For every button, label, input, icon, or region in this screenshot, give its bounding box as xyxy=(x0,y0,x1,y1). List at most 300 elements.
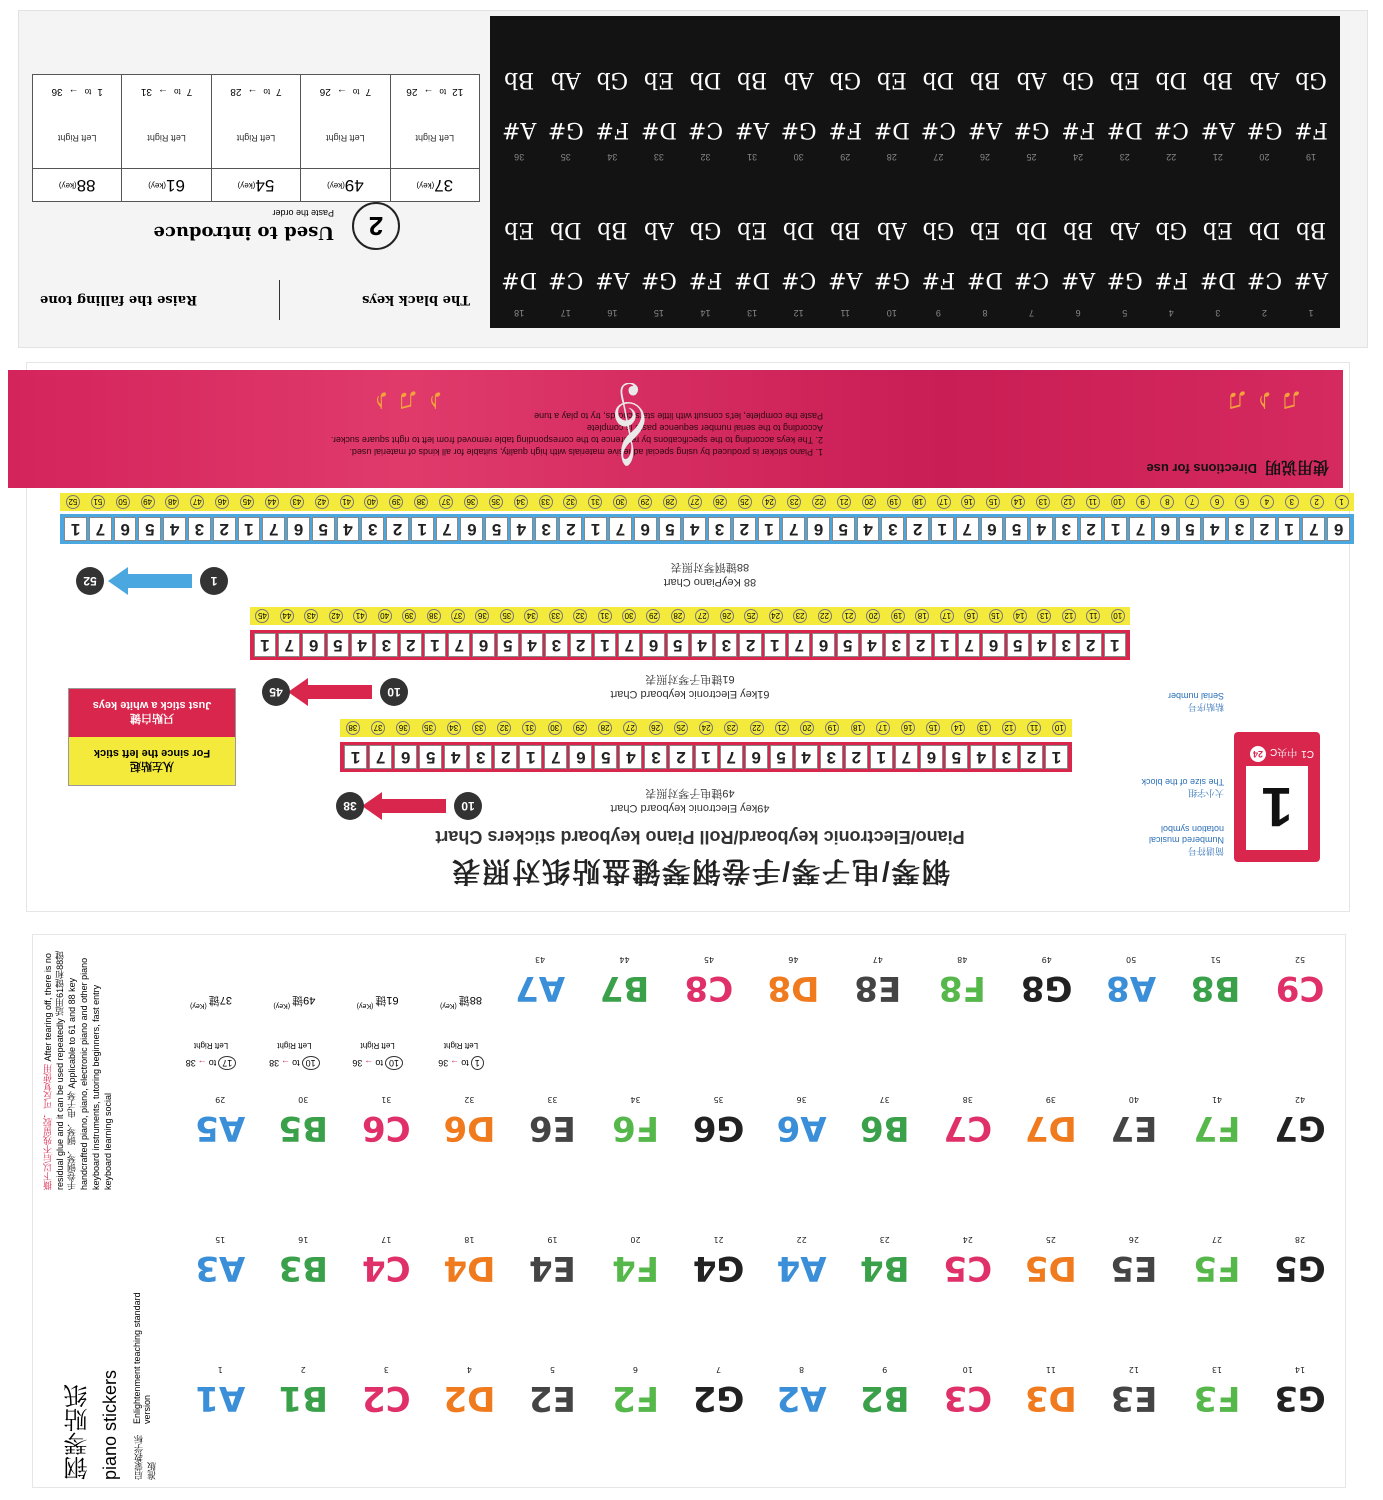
arrow61-shaft xyxy=(302,685,372,699)
black-upper-flats-item: Ab xyxy=(783,67,814,92)
black-upper-sharps-item: F# xyxy=(595,117,630,142)
black-lower-sharps-item: G# xyxy=(1106,267,1143,292)
strip-49-numbers-item: 19 xyxy=(825,721,839,735)
strip-88-numbers-item: 23 xyxy=(787,495,801,509)
note-index: 22 xyxy=(796,1235,807,1244)
guide-to: 38 xyxy=(269,1058,280,1068)
strip-49-numbers-item: 15 xyxy=(926,721,940,735)
strip-61-numbers-item: 25 xyxy=(744,609,758,623)
note-index: 41 xyxy=(1211,1095,1223,1104)
strip-61-numbers-item: 24 xyxy=(769,609,783,623)
strip-88-numbers-item: 18 xyxy=(912,495,926,509)
note-sticker xyxy=(429,1235,509,1288)
arrow88-head-icon xyxy=(108,567,128,595)
note-row-1 xyxy=(500,955,1340,1008)
order-table xyxy=(32,74,480,202)
strip-61-keys-item: 7 xyxy=(958,633,980,657)
note-label: C6 xyxy=(362,1108,411,1148)
note-label: E3 xyxy=(1110,1378,1158,1418)
note-label: D6 xyxy=(443,1108,496,1148)
arrow-49 xyxy=(336,790,482,820)
legend-mid: 中央C xyxy=(1269,746,1298,758)
note-row-3 xyxy=(180,1235,1340,1288)
strip-61-numbers-item: 38 xyxy=(427,609,441,623)
note-label: G6 xyxy=(692,1108,745,1148)
guide-to: 38 xyxy=(185,1058,196,1068)
guide-unit: (Key) xyxy=(273,1002,291,1009)
black-upper-sharps-item: G# xyxy=(1246,117,1283,142)
strip-88-keys-item: 4 xyxy=(683,517,706,541)
note-index: 45 xyxy=(703,955,715,964)
order-column xyxy=(301,75,390,201)
strip-49-numbers-item: 20 xyxy=(800,721,814,735)
order-keys-count: 49 xyxy=(344,176,364,196)
guide-to: 36 xyxy=(438,1058,449,1068)
note-label: E4 xyxy=(529,1248,576,1288)
strip-49-numbers-item: 31 xyxy=(522,721,536,735)
strip-61-keys-item: 1 xyxy=(1104,633,1126,657)
strip-49-numbers xyxy=(340,719,1072,737)
black-upper-flats-item: Bb xyxy=(969,67,1001,92)
black-upper-flats-item: Bb xyxy=(736,67,768,92)
arrow-right-icon: → xyxy=(247,86,258,98)
note-sticker xyxy=(1176,955,1256,1008)
strip-88-keys-item: 2 xyxy=(560,517,583,541)
strip-49-numbers-item: 12 xyxy=(1002,721,1016,735)
strip-61-keys-item: 6 xyxy=(642,633,664,657)
strip-88-keys-item: 3 xyxy=(361,517,384,541)
black-upper-sharps-item: D# xyxy=(873,117,910,142)
black-lower-numbers xyxy=(500,308,1330,318)
note-label: G8 xyxy=(1020,968,1073,1008)
strip-61-keys-item: 3 xyxy=(545,633,567,657)
note-label: D4 xyxy=(443,1248,496,1288)
strip-49-numbers-item: 30 xyxy=(548,721,562,735)
note-sticker xyxy=(1094,1095,1174,1148)
strip-88-keys-item: 3 xyxy=(1055,517,1078,541)
note-sticker xyxy=(346,1235,426,1288)
strip-49-keys-item: 3 xyxy=(644,745,667,769)
guide-from: 10 xyxy=(302,1056,320,1070)
note-sticker xyxy=(263,1095,343,1148)
strip-88-numbers-item: 15 xyxy=(986,495,1000,509)
order-panel xyxy=(30,40,480,320)
strip-88-numbers-item: 40 xyxy=(364,495,378,509)
note-label: D7 xyxy=(1024,1108,1077,1148)
black-lower-numbers-item: 15 xyxy=(653,308,664,318)
strip-88-numbers-item: 8 xyxy=(1160,495,1174,509)
black-lower-flats-item: Bb xyxy=(830,217,861,242)
black-lower-sharps-item: D# xyxy=(1199,267,1236,292)
strip-49-numbers-item: 36 xyxy=(396,721,410,735)
chart88-label xyxy=(560,560,860,588)
note-label: D2 xyxy=(443,1378,496,1418)
note-index: 50 xyxy=(1126,955,1137,964)
black-upper-flats-item: Eb xyxy=(1109,67,1140,92)
strip-61-numbers-item: 17 xyxy=(940,609,954,623)
strip-88-numbers-item: 36 xyxy=(464,495,478,509)
black-upper-numbers-item: 30 xyxy=(793,152,804,162)
strip-88-numbers-item: 21 xyxy=(837,495,851,509)
strip-61-keys-item: 6 xyxy=(302,633,324,657)
note-index: 51 xyxy=(1210,955,1221,964)
note-label: C7 xyxy=(943,1108,993,1148)
note-sticker xyxy=(1260,1235,1340,1288)
strip-88-keys-item: 7 xyxy=(1129,517,1152,541)
legend-c: C1 xyxy=(1301,748,1314,760)
strip-61-numbers-item: 39 xyxy=(402,609,416,623)
arrow61-end: 45 xyxy=(262,678,290,706)
black-lower-numbers-item: 2 xyxy=(1261,308,1267,318)
black-upper-sharps-item: F# xyxy=(1061,117,1095,142)
note-sticker xyxy=(679,1235,759,1288)
strip-88-keys-item: 7 xyxy=(1302,517,1325,541)
black-upper-flats-item: Gb xyxy=(1295,67,1327,92)
strip-88-keys-item: 3 xyxy=(188,517,211,541)
strip-88-keys xyxy=(60,514,1354,544)
note-sticker xyxy=(928,1095,1008,1148)
note-label: A2 xyxy=(776,1378,827,1418)
guide-from: 10 xyxy=(385,1056,403,1070)
black-upper-sharps-item: A# xyxy=(502,117,537,142)
edition-cn: 启蒙教学标准版 xyxy=(134,1435,157,1480)
strip-61-numbers-item: 41 xyxy=(353,609,367,623)
note-sticker xyxy=(679,1365,759,1418)
black-upper-numbers-item: 36 xyxy=(514,152,525,162)
black-upper-numbers-item: 33 xyxy=(653,152,664,162)
note-label: D3 xyxy=(1024,1378,1077,1418)
black-upper-flats-item: Ab xyxy=(550,67,581,92)
strip-88-numbers-item: 35 xyxy=(489,495,503,509)
chart61-label xyxy=(540,672,840,700)
note-sticker xyxy=(679,1095,759,1148)
direction-1: 1. Piano sticker is produced by using special adhesive materials with high quality, suitable for all kinds of material used. xyxy=(349,447,823,457)
black-upper-flats-item: Gb xyxy=(1062,67,1094,92)
strip-88-numbers-item: 3 xyxy=(1285,495,1299,509)
strip-61-keys-item: 4 xyxy=(521,633,543,657)
note-sticker xyxy=(596,1365,676,1418)
arrow88-start: 1 xyxy=(200,567,228,595)
black-upper-numbers-item: 26 xyxy=(979,152,990,162)
key-guide xyxy=(259,960,329,1070)
note-label: B2 xyxy=(859,1378,910,1418)
order-keys-unit: (key) xyxy=(148,180,167,190)
strip-61-numbers-item: 33 xyxy=(549,609,563,623)
strip-49-keys-item: 3 xyxy=(469,745,492,769)
legend-number: 1 xyxy=(1246,766,1308,850)
strip-61-numbers-item: 34 xyxy=(524,609,538,623)
warn-cn: 撕下以后不残留胶，可反复使用 xyxy=(43,1064,53,1190)
chart-title-cn: 钢琴/电子琴/手卷钢琴键盘贴纸对照表 xyxy=(450,856,950,887)
strip-88-keys-item: 5 xyxy=(1005,517,1028,541)
order-direction: Left Right xyxy=(57,133,97,144)
black-lower-numbers-item: 1 xyxy=(1308,308,1314,318)
arrow49-start: 10 xyxy=(454,792,482,820)
note-sticker xyxy=(596,1095,676,1148)
black-upper-flats-item: Db xyxy=(1155,67,1188,92)
black-upper-flats-item: Ab xyxy=(1016,67,1047,92)
note-label: B3 xyxy=(278,1248,329,1288)
black-lower-numbers-item: 5 xyxy=(1122,308,1128,318)
order-range-to: 26 xyxy=(319,86,331,98)
note-index: 29 xyxy=(215,1095,226,1104)
legend-serial-en: Serial number xyxy=(1167,691,1224,701)
note-sticker xyxy=(500,955,580,1008)
note-cn2: 从左贴起 xyxy=(130,760,174,772)
strip-49-numbers-item: 35 xyxy=(422,721,436,735)
note-sticker xyxy=(845,1235,925,1288)
note-index: 15 xyxy=(215,1235,226,1244)
note-label: B5 xyxy=(278,1108,329,1148)
black-lower-sharps-item: C# xyxy=(1013,267,1050,292)
strip-61-numbers-item: 22 xyxy=(818,609,832,623)
strip-61-keys-item: 5 xyxy=(497,633,519,657)
note-label: G5 xyxy=(1274,1248,1326,1288)
note-row-4 xyxy=(180,1365,1340,1418)
order-keys xyxy=(301,168,389,201)
strip-88-keys-item: 4 xyxy=(1030,517,1053,541)
note-sticker xyxy=(596,1235,676,1288)
black-lower-numbers-item: 6 xyxy=(1075,308,1081,318)
order-range xyxy=(33,75,121,109)
black-upper-sharps-item: A# xyxy=(967,117,1003,142)
note-index: 24 xyxy=(962,1235,973,1244)
strip-61-keys-item: 5 xyxy=(667,633,689,657)
black-upper-numbers-item: 29 xyxy=(840,152,851,162)
black-lower-flats-item: Ab xyxy=(643,217,674,242)
black-lower-flats-item: Gb xyxy=(922,217,955,242)
note-sticker xyxy=(1011,1095,1091,1148)
note-index: 28 xyxy=(1294,1235,1306,1244)
guide-from: 1 xyxy=(471,1056,484,1070)
note-label: G3 xyxy=(1274,1378,1326,1418)
black-upper-numbers-item: 23 xyxy=(1119,152,1130,162)
black-lower-flats-item: Gb xyxy=(1155,217,1188,242)
black-lower-flats-item: Eb xyxy=(969,217,1001,242)
note-index: 13 xyxy=(1211,1365,1223,1374)
note-label: E2 xyxy=(529,1378,576,1418)
strip-49-keys-item: 7 xyxy=(544,745,567,769)
order-column xyxy=(33,75,122,201)
order-range xyxy=(212,75,300,109)
strip-88-numbers-item: 17 xyxy=(937,495,951,509)
direction-3: According to the serial number sequence paste is complete xyxy=(586,423,823,433)
note-sticker xyxy=(1177,1365,1257,1418)
note-index: 44 xyxy=(619,955,630,964)
note-index: 30 xyxy=(298,1095,309,1104)
arrow-right-icon: → xyxy=(158,86,169,98)
black-lower-flats-item: Gb xyxy=(689,217,722,242)
strip-88-numbers-item: 44 xyxy=(265,495,279,509)
note-index: 20 xyxy=(630,1235,641,1244)
strip-88-numbers-item: 45 xyxy=(240,495,254,509)
order-keys xyxy=(33,168,121,201)
note-index: 9 xyxy=(882,1365,888,1374)
strip-88-numbers-item: 7 xyxy=(1185,495,1199,509)
note-label: F2 xyxy=(612,1378,659,1418)
strip-49-numbers-item: 22 xyxy=(750,721,764,735)
note-label: D8 xyxy=(767,968,820,1008)
note-index: 39 xyxy=(1045,1095,1056,1104)
black-lower-numbers-item: 14 xyxy=(700,308,711,318)
black-upper-flats-item: Bb xyxy=(1202,67,1233,92)
strip-61-keys-item: 2 xyxy=(740,633,762,657)
note-index: 33 xyxy=(547,1095,558,1104)
strip-61-numbers-item: 10 xyxy=(1111,609,1125,623)
strip-49-keys-item: 2 xyxy=(1020,745,1043,769)
strip-49-numbers-item: 28 xyxy=(598,721,612,735)
strip-88-numbers-item: 6 xyxy=(1210,495,1224,509)
black-lower-flats-item: Eb xyxy=(736,217,768,242)
caption-raise-tone: Raise the falling tone xyxy=(40,292,198,308)
note-sticker xyxy=(1260,1365,1340,1418)
note-label: B1 xyxy=(278,1378,329,1418)
black-upper-numbers-item: 24 xyxy=(1073,152,1084,162)
note-index: 14 xyxy=(1294,1365,1306,1374)
strip-61-numbers-item: 43 xyxy=(304,609,318,623)
strip-61-keys-item: 6 xyxy=(472,633,494,657)
strip-88-keys-item: 1 xyxy=(64,517,87,541)
strip-61-keys-item: 7 xyxy=(788,633,810,657)
note-cn1: 只贴白键 xyxy=(130,712,174,724)
note-index: 11 xyxy=(1045,1365,1056,1374)
strip-88-numbers xyxy=(60,493,1354,511)
note-sticker xyxy=(753,955,833,1008)
note-sticker xyxy=(263,1235,343,1288)
directions-cn: 使用说明 xyxy=(1264,458,1329,475)
guide-unit: (Key) xyxy=(190,1002,207,1009)
black-lower-sharps-item: G# xyxy=(640,267,677,292)
note-index: 7 xyxy=(716,1365,722,1374)
music-notes-icon: ♫ ♪ ♫ xyxy=(1226,385,1303,418)
strip-88-numbers-item: 50 xyxy=(116,495,130,509)
strip-61-keys-item: 3 xyxy=(375,633,397,657)
black-lower-sharps xyxy=(500,267,1330,292)
order-keys-unit: (key) xyxy=(237,180,256,190)
black-lower-numbers-item: 8 xyxy=(982,308,988,318)
black-upper-sharps-item: G# xyxy=(780,117,817,142)
arrow49-end: 38 xyxy=(336,792,364,820)
black-upper-numbers-item: 32 xyxy=(700,152,711,162)
strip-49-keys-item: 6 xyxy=(920,745,943,769)
strip-49-keys-item: 5 xyxy=(945,745,968,769)
badge-two: 2 xyxy=(352,202,400,250)
strip-61-keys-item: 2 xyxy=(400,633,422,657)
strip-88-keys-item: 6 xyxy=(114,517,137,541)
note-sticker xyxy=(762,1235,842,1288)
strip-49-keys-item: 4 xyxy=(444,745,467,769)
black-upper-flats xyxy=(500,67,1330,92)
order-range-from: 12 xyxy=(452,86,464,98)
strip-61-keys-item: 5 xyxy=(1007,633,1029,657)
black-lower-numbers-item: 13 xyxy=(747,308,758,318)
strip-61-keys-item: 7 xyxy=(448,633,470,657)
note-sticker xyxy=(928,1235,1008,1288)
note-index: 43 xyxy=(534,955,546,964)
black-lower-numbers-item: 10 xyxy=(886,308,897,318)
strip-88-keys-item: 7 xyxy=(956,517,979,541)
black-upper-numbers-item: 31 xyxy=(747,152,758,162)
strip-88-numbers-item: 49 xyxy=(141,495,155,509)
note-label: A1 xyxy=(195,1378,246,1418)
black-keys-panel xyxy=(490,16,1340,328)
arrow49-head-icon xyxy=(362,792,382,820)
arrow-right-icon: → xyxy=(423,86,434,98)
strip-49-numbers-item: 34 xyxy=(447,721,461,735)
strip-88-keys-item: 5 xyxy=(659,517,682,541)
black-lower-sharps-item: D# xyxy=(734,267,771,292)
legend-sticker xyxy=(1234,732,1320,862)
note-sticker xyxy=(669,955,749,1008)
note-index: 46 xyxy=(788,955,799,964)
black-lower-numbers-item: 9 xyxy=(935,308,941,318)
black-lower-sharps-item: F# xyxy=(688,267,723,292)
note-index: 21 xyxy=(713,1235,724,1244)
note-sticker xyxy=(845,1365,925,1418)
strip-61-keys-item: 1 xyxy=(254,633,276,657)
strip-49-keys-item: 5 xyxy=(594,745,617,769)
note-sticker xyxy=(512,1365,592,1418)
note-label: F7 xyxy=(1193,1108,1241,1148)
strip-61-numbers-item: 35 xyxy=(500,609,514,623)
strip-88-keys-item: 5 xyxy=(312,517,335,541)
note-index: 23 xyxy=(879,1235,890,1244)
arrow-right-icon: → xyxy=(364,1058,374,1068)
strip-88-keys-item: 3 xyxy=(535,517,558,541)
guide-keys: 37键 xyxy=(208,994,233,1006)
order-range xyxy=(301,75,389,109)
black-lower-flats-item: Ab xyxy=(876,217,907,242)
black-lower-numbers-item: 4 xyxy=(1168,308,1174,318)
guide-unit: (Key) xyxy=(356,1002,374,1009)
guide-to: 36 xyxy=(352,1058,363,1068)
black-upper-sharps-item: F# xyxy=(828,117,863,142)
strip-88-keys-item: 6 xyxy=(981,517,1004,541)
order-range-to-word: to xyxy=(84,87,92,97)
guide-to-word: to xyxy=(461,1058,469,1068)
strip-49-keys-item: 6 xyxy=(745,745,768,769)
directions-banner xyxy=(8,370,1343,488)
black-lower-sharps-item: D# xyxy=(501,267,538,292)
strip-49-numbers-item: 11 xyxy=(1027,721,1041,735)
note-en1: Just stick a white keys xyxy=(92,699,212,711)
note-index: 42 xyxy=(1294,1095,1306,1104)
note-label: F8 xyxy=(938,968,986,1008)
strip-49-keys-item: 2 xyxy=(845,745,868,769)
note-index: 12 xyxy=(1128,1365,1139,1374)
order-range-to: 36 xyxy=(51,86,63,98)
note-sticker xyxy=(845,1095,925,1148)
black-upper-sharps-item: D# xyxy=(1106,117,1143,142)
note-en2: For since the left stick xyxy=(93,747,211,759)
note-sticker xyxy=(1177,1095,1257,1148)
strip-88-keys-item: 2 xyxy=(386,517,409,541)
warn-en: After tearing off, there is no residual glue and it can be used repeatedly xyxy=(43,953,65,1190)
strip-88-keys-item: 5 xyxy=(138,517,161,541)
note-label: A4 xyxy=(776,1248,827,1288)
strip-61-keys-item: 4 xyxy=(351,633,373,657)
black-upper-flats-item: Eb xyxy=(876,67,907,92)
strip-88-keys-item: 6 xyxy=(634,517,657,541)
black-lower-numbers-item: 12 xyxy=(793,308,804,318)
arrow61-start: 10 xyxy=(380,678,408,706)
strip-88-keys-item: 6 xyxy=(807,517,830,541)
strip-88-keys-item: 2 xyxy=(213,517,236,541)
guide-keys: 49键 xyxy=(292,994,316,1006)
note-label: B4 xyxy=(859,1248,910,1288)
strip-49-keys-item: 4 xyxy=(795,745,818,769)
black-upper-flats-item: Ab xyxy=(1249,67,1280,92)
